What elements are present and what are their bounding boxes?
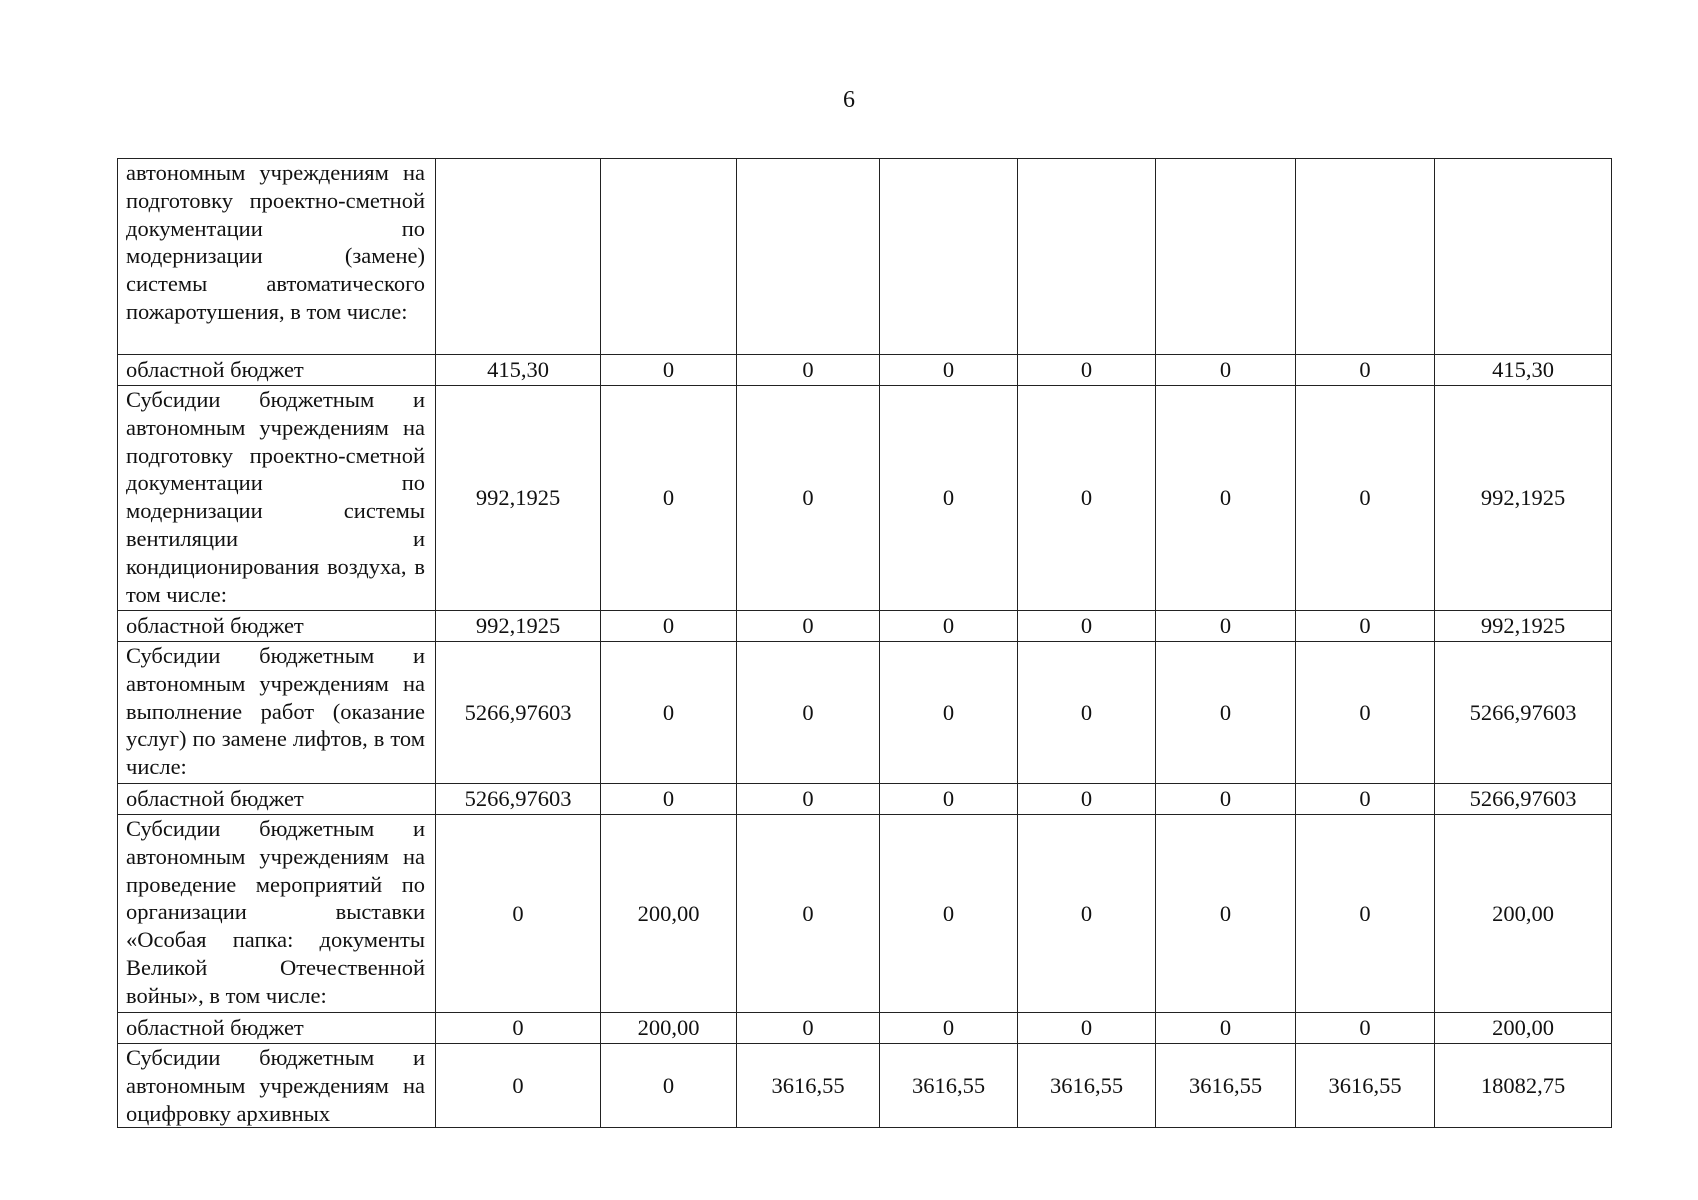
cell-value [1435,159,1612,355]
cell-value: 0 [601,784,737,815]
table-row [118,1013,1612,1044]
cell-value: 0 [1018,386,1156,611]
cell-value: 0 [1156,611,1296,642]
cell-value: 0 [880,355,1018,386]
cell-value: 200,00 [601,1013,737,1044]
cell-value [1296,159,1435,355]
table-row [118,159,1612,355]
cell-value: 0 [1296,815,1435,1013]
cell-value: 0 [737,355,880,386]
cell-value: 0 [1018,611,1156,642]
cell-value: 0 [1156,784,1296,815]
cell-value: 0 [880,815,1018,1013]
cell-value [601,159,737,355]
cell-value: 3616,55 [880,1044,1018,1128]
cell-value: 0 [1156,386,1296,611]
cell-value [737,159,880,355]
cell-value: 0 [880,642,1018,784]
cell-value: 0 [1296,386,1435,611]
table-row [118,611,1612,642]
cell-value: 0 [880,386,1018,611]
table-row [118,784,1612,815]
row-label: областной бюджет [118,1013,436,1044]
row-label: автономным учреждениям на подготовку проектно-сметной документации по модернизации (замене) системы автоматического пожаротушения, в том числе: [118,159,436,355]
cell-value: 0 [737,784,880,815]
cell-value: 0 [1296,784,1435,815]
cell-value: 0 [1296,355,1435,386]
cell-value: 3616,55 [1156,1044,1296,1128]
cell-value: 5266,97603 [436,642,601,784]
cell-value: 3616,55 [1296,1044,1435,1128]
cell-value: 0 [1156,815,1296,1013]
cell-value: 0 [880,784,1018,815]
cell-value: 415,30 [1435,355,1612,386]
row-label: областной бюджет [118,355,436,386]
cell-value: 5266,97603 [1435,642,1612,784]
budget-table [117,158,1612,1128]
cell-value: 0 [601,611,737,642]
cell-value: 0 [737,1013,880,1044]
cell-value [1156,159,1296,355]
table-row [118,815,1612,1013]
cell-value: 0 [1296,611,1435,642]
row-label: Субсидии бюджетным и автономным учреждениям на выполнение работ (оказание услуг) по замене лифтов, в том числе: [118,642,436,784]
cell-value: 0 [737,386,880,611]
cell-value: 0 [1296,1013,1435,1044]
cell-value: 0 [1018,1013,1156,1044]
cell-value: 0 [1018,815,1156,1013]
cell-value: 200,00 [1435,1013,1612,1044]
cell-value: 0 [436,815,601,1013]
cell-value: 992,1925 [436,386,601,611]
page-number: 6 [843,87,855,113]
cell-value: 992,1925 [1435,386,1612,611]
cell-value: 0 [601,355,737,386]
cell-value: 0 [601,1044,737,1128]
cell-value: 0 [1156,1013,1296,1044]
cell-value: 0 [1018,355,1156,386]
table-row [118,642,1612,784]
cell-value: 200,00 [601,815,737,1013]
cell-value: 3616,55 [737,1044,880,1128]
cell-value [1018,159,1156,355]
cell-value: 0 [436,1044,601,1128]
cell-value: 0 [1018,642,1156,784]
cell-value: 0 [1296,642,1435,784]
cell-value: 0 [880,611,1018,642]
cell-value: 0 [436,1013,601,1044]
cell-value: 5266,97603 [436,784,601,815]
cell-value: 0 [737,642,880,784]
cell-value: 0 [1156,355,1296,386]
row-label: Субсидии бюджетным и автономным учреждениям на подготовку проектно-сметной документации по модернизации системы вентиляции и кондиционирования воздуха, в том числе: [118,386,436,611]
cell-value: 200,00 [1435,815,1612,1013]
cell-value: 0 [601,386,737,611]
cell-value: 18082,75 [1435,1044,1612,1128]
cell-value: 0 [737,611,880,642]
table-row [118,355,1612,386]
cell-value: 415,30 [436,355,601,386]
row-label: Субсидии бюджетным и автономным учреждениям на проведение мероприятий по организации выставки «Особая папка: документы Великой Отечественной войны», в том числе: [118,815,436,1013]
cell-value: 0 [601,642,737,784]
cell-value: 0 [880,1013,1018,1044]
cell-value: 0 [1018,784,1156,815]
cell-value: 992,1925 [436,611,601,642]
cell-value [436,159,601,355]
row-label: Субсидии бюджетным и автономным учреждениям на оцифровку архивных [118,1044,436,1128]
table-row [118,386,1612,611]
row-label: областной бюджет [118,611,436,642]
table-row [118,1044,1612,1128]
cell-value: 992,1925 [1435,611,1612,642]
cell-value: 5266,97603 [1435,784,1612,815]
cell-value: 0 [737,815,880,1013]
row-label: областной бюджет [118,784,436,815]
cell-value [880,159,1018,355]
cell-value: 0 [1156,642,1296,784]
cell-value: 3616,55 [1018,1044,1156,1128]
